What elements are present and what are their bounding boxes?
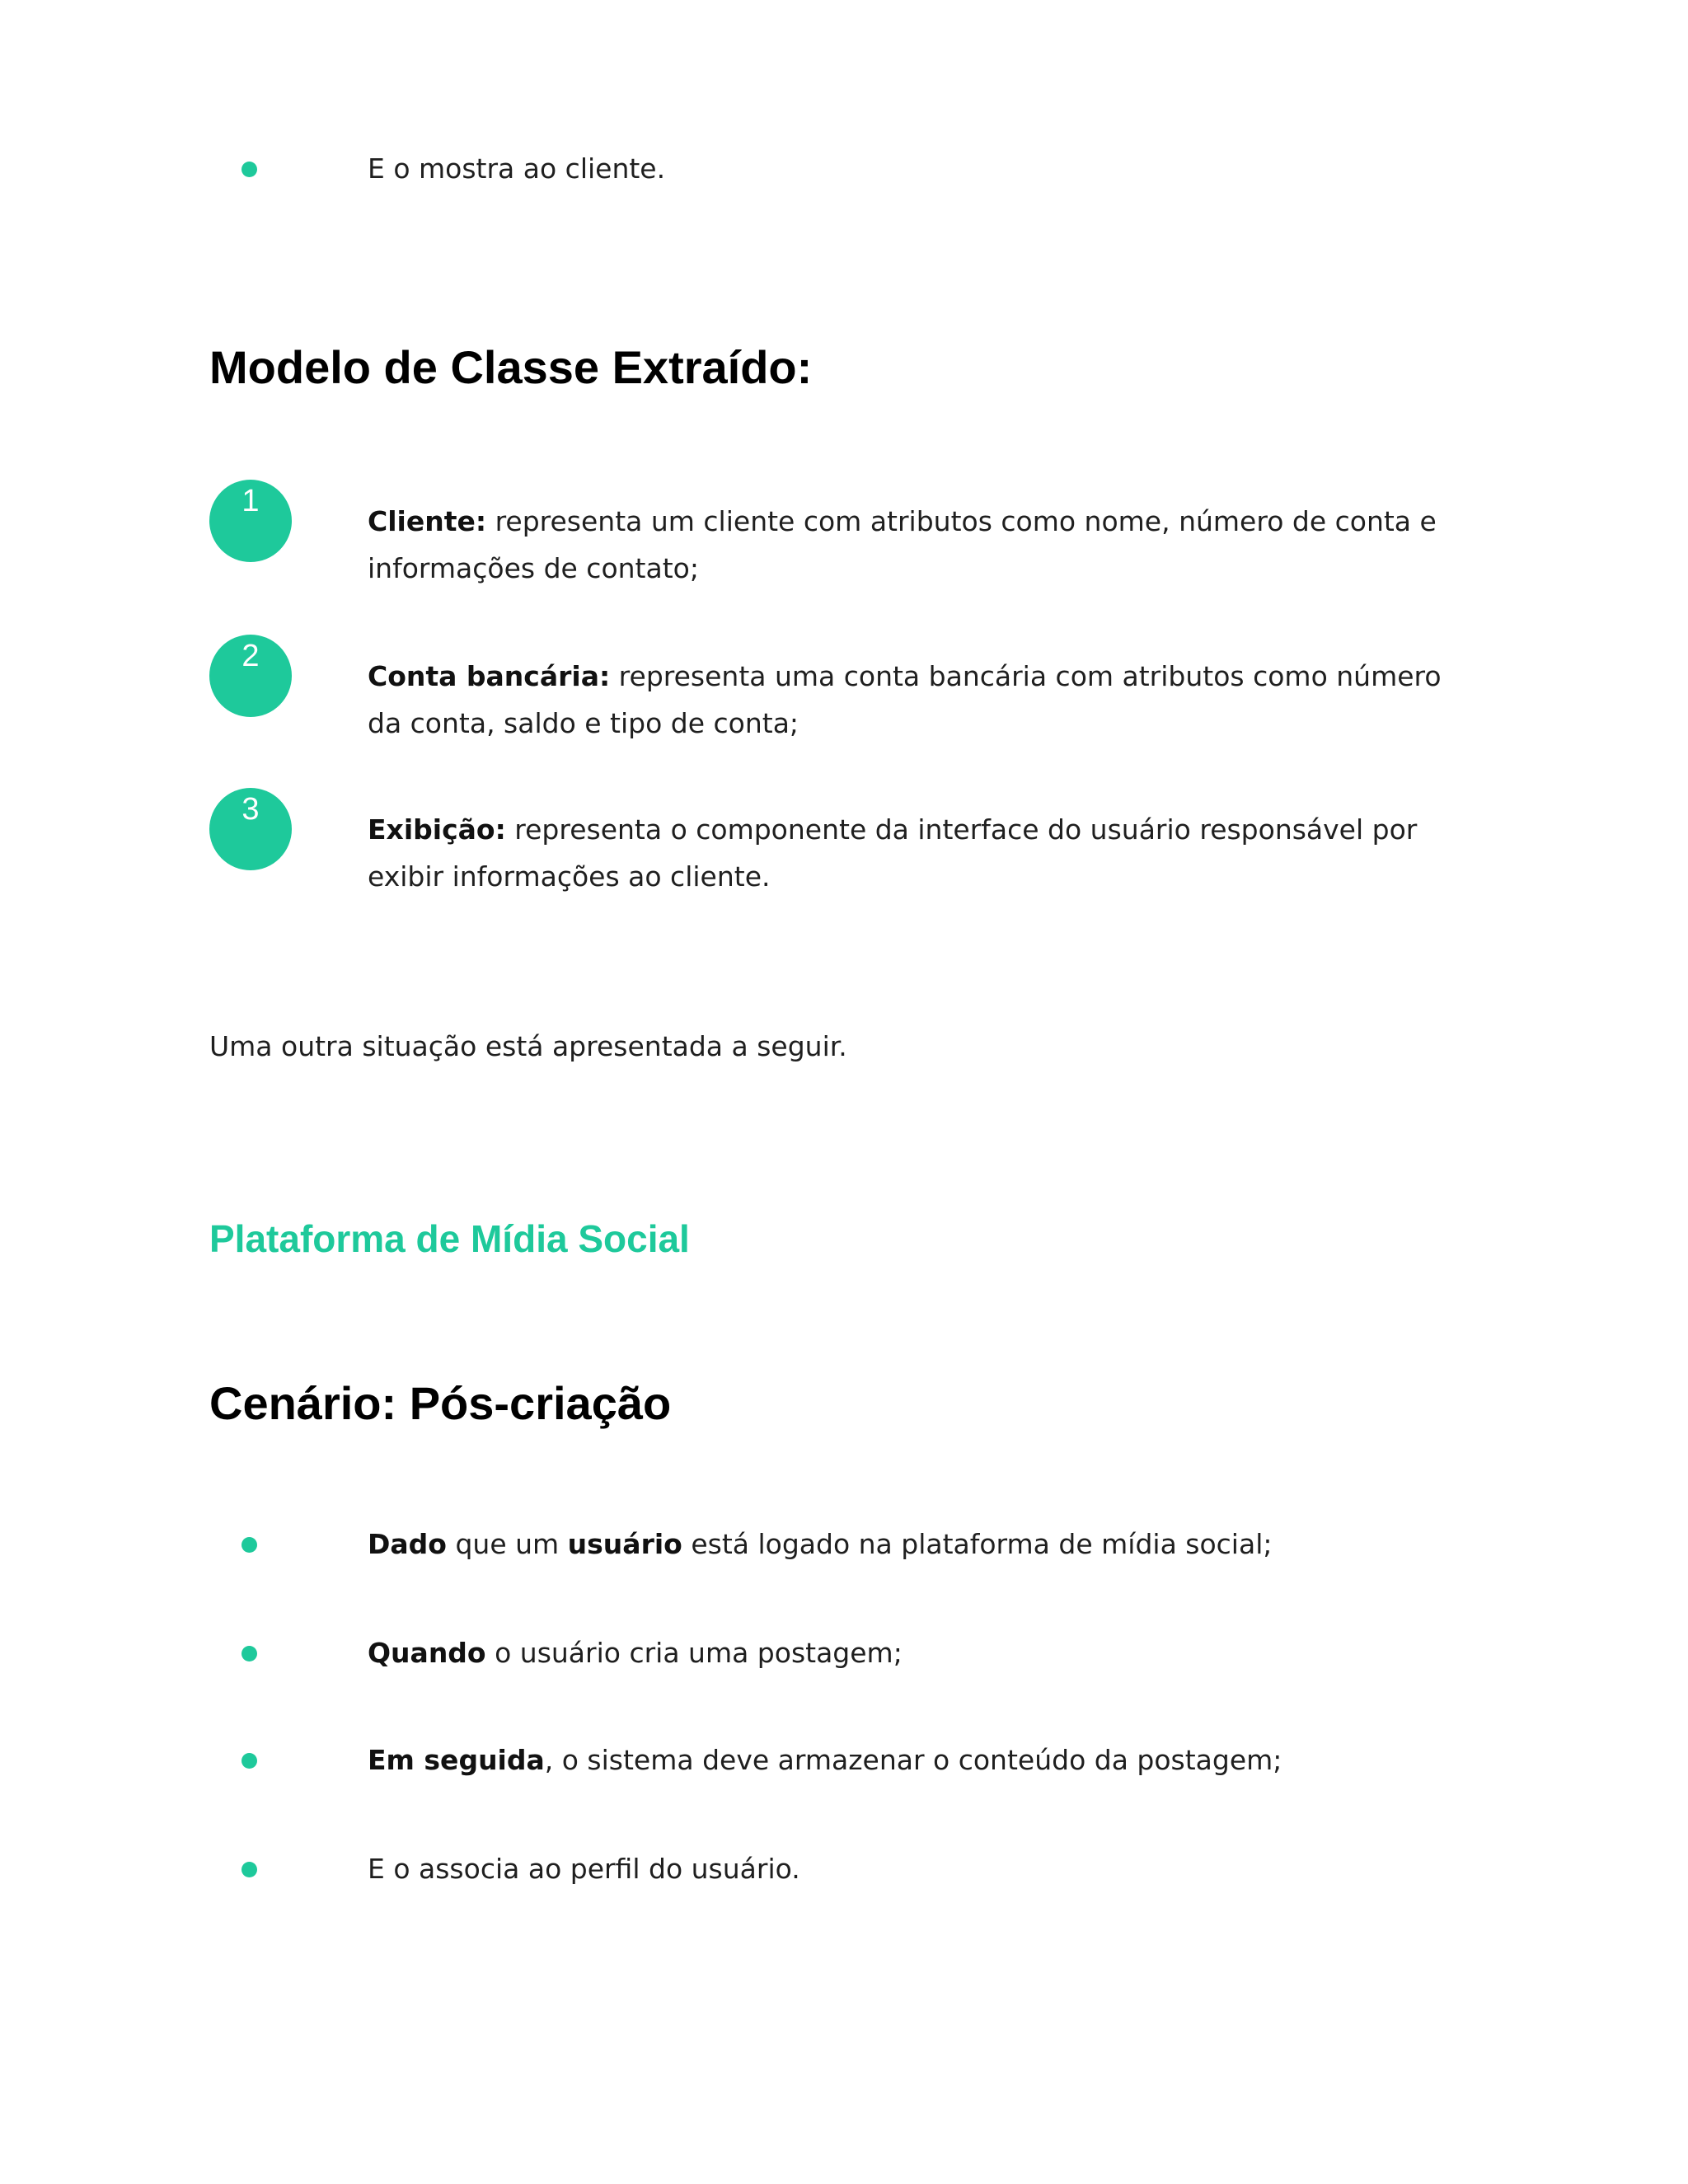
bullet-plain: E o associa ao perfil do usuário. xyxy=(368,1853,800,1885)
bullet-text: E o mostra ao cliente. xyxy=(368,152,666,185)
bullet-text xyxy=(368,1635,903,1671)
numbered-item-text xyxy=(368,498,1456,592)
item-term: Conta bancária: xyxy=(368,660,611,692)
number-badge-icon xyxy=(209,480,292,562)
bullet-bold: Dado xyxy=(368,1528,447,1560)
bullet-dot-icon xyxy=(241,1537,257,1553)
list-item xyxy=(0,1851,1688,1900)
number-badge-icon xyxy=(209,788,292,870)
item-term: Exibição: xyxy=(368,813,506,846)
bullet-dot-icon xyxy=(241,162,257,177)
number-label: 3 xyxy=(241,792,260,827)
item-description: representa o componente da interface do usuário responsável por exibir informações ao cliente. xyxy=(368,813,1418,893)
item-term: Cliente: xyxy=(368,505,487,537)
number-badge-icon xyxy=(209,635,292,717)
bullet-dot-icon xyxy=(241,1646,257,1661)
list-item xyxy=(0,1742,1688,1792)
scenario-heading: Cenário: Pós-criação xyxy=(209,1377,672,1429)
bullet-text xyxy=(368,1742,1282,1779)
platform-heading: Plataforma de Mídia Social xyxy=(209,1217,690,1260)
bullet-plain: está logado na plataforma de mídia social; xyxy=(682,1528,1273,1560)
list-item xyxy=(0,151,1688,200)
list-item xyxy=(0,1526,1688,1576)
bullet-dot-icon xyxy=(241,1753,257,1769)
bullet-bold: usuário xyxy=(567,1528,682,1560)
number-label: 2 xyxy=(241,639,260,673)
numbered-item-text xyxy=(368,653,1456,747)
bullet-plain: , o sistema deve armazenar o conteúdo da postagem; xyxy=(544,1744,1282,1776)
bullet-plain: o usuário cria uma postagem; xyxy=(485,1637,903,1669)
bullet-text xyxy=(368,1851,800,1887)
section-heading-model: Modelo de Classe Extraído: xyxy=(209,341,813,393)
bullet-text xyxy=(368,1526,1272,1563)
bullet-plain: que um xyxy=(446,1528,568,1560)
bullet-dot-icon xyxy=(241,1862,257,1877)
list-item xyxy=(0,1635,1688,1685)
number-label: 1 xyxy=(241,484,260,518)
bullet-bold: Quando xyxy=(368,1637,486,1669)
item-description: representa uma conta bancária com atributos como número da conta, saldo e tipo de conta; xyxy=(368,660,1442,739)
item-description: representa um cliente com atributos como nome, número de conta e informações de contato; xyxy=(368,505,1437,584)
numbered-item-text xyxy=(368,806,1456,900)
bullet-bold: Em seguida xyxy=(368,1744,545,1776)
intro-paragraph: Uma outra situação está apresentada a seguir. xyxy=(209,1030,847,1062)
